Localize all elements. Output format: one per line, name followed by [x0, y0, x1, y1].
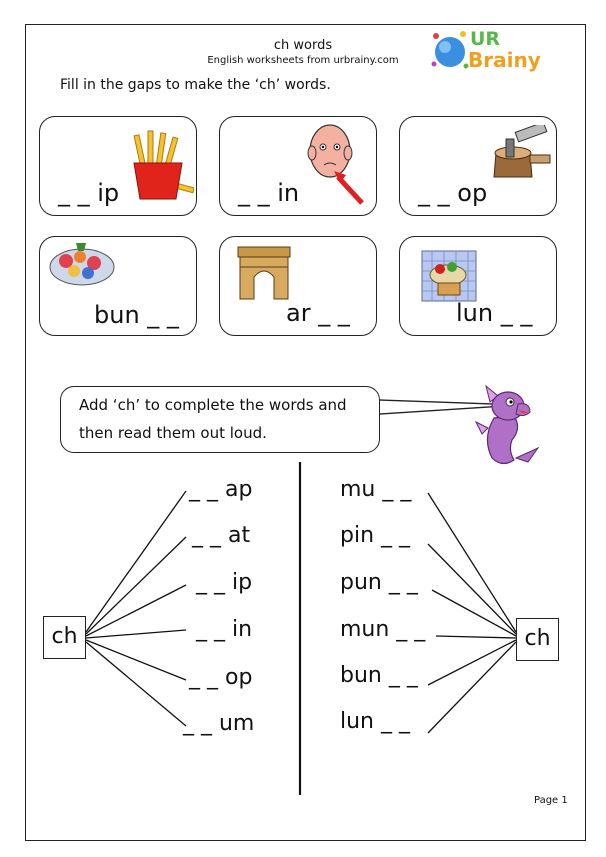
box-word: _ _ op: [418, 179, 488, 207]
left-word: _ _ um: [183, 711, 255, 736]
left-ch-box: ch: [43, 616, 86, 659]
left-word: _ _ ap: [189, 477, 253, 502]
bubble-line-2: then read them out loud.: [79, 424, 267, 442]
page-subtitle: English worksheets from urbrainy.com: [207, 55, 399, 66]
right-ch-box: ch: [516, 618, 559, 661]
box-word: _ _ in: [238, 179, 300, 207]
right-word: mun _ _: [340, 617, 426, 642]
right-word: pin _ _: [340, 523, 411, 548]
left-word: _ _ in: [196, 617, 253, 642]
box-word: _ _ ip: [58, 179, 120, 207]
left-word: _ _ op: [189, 665, 253, 690]
right-word: mu _ _: [340, 477, 412, 502]
box-word: ar _ _: [286, 299, 350, 327]
dragon-mascot-icon: [468, 378, 552, 470]
page-number: Page 1: [534, 795, 568, 806]
instruction-text: Fill in the gaps to make the ‘ch’ words.: [60, 77, 331, 93]
left-word: _ _ at: [192, 523, 251, 548]
right-word: lun _ _: [340, 709, 410, 734]
logo-brainy-text: Brainy: [468, 48, 541, 72]
right-word: bun _ _: [340, 663, 418, 688]
right-word: pun _ _: [340, 570, 418, 595]
box-word: bun _ _: [94, 301, 179, 329]
page-title: ch words: [273, 38, 333, 53]
logo-ur-text: UR: [470, 28, 501, 50]
box-word: lun _ _: [456, 299, 533, 327]
left-word: _ _ ip: [196, 570, 253, 595]
bubble-line-1: Add ‘ch’ to complete the words and: [79, 396, 347, 414]
